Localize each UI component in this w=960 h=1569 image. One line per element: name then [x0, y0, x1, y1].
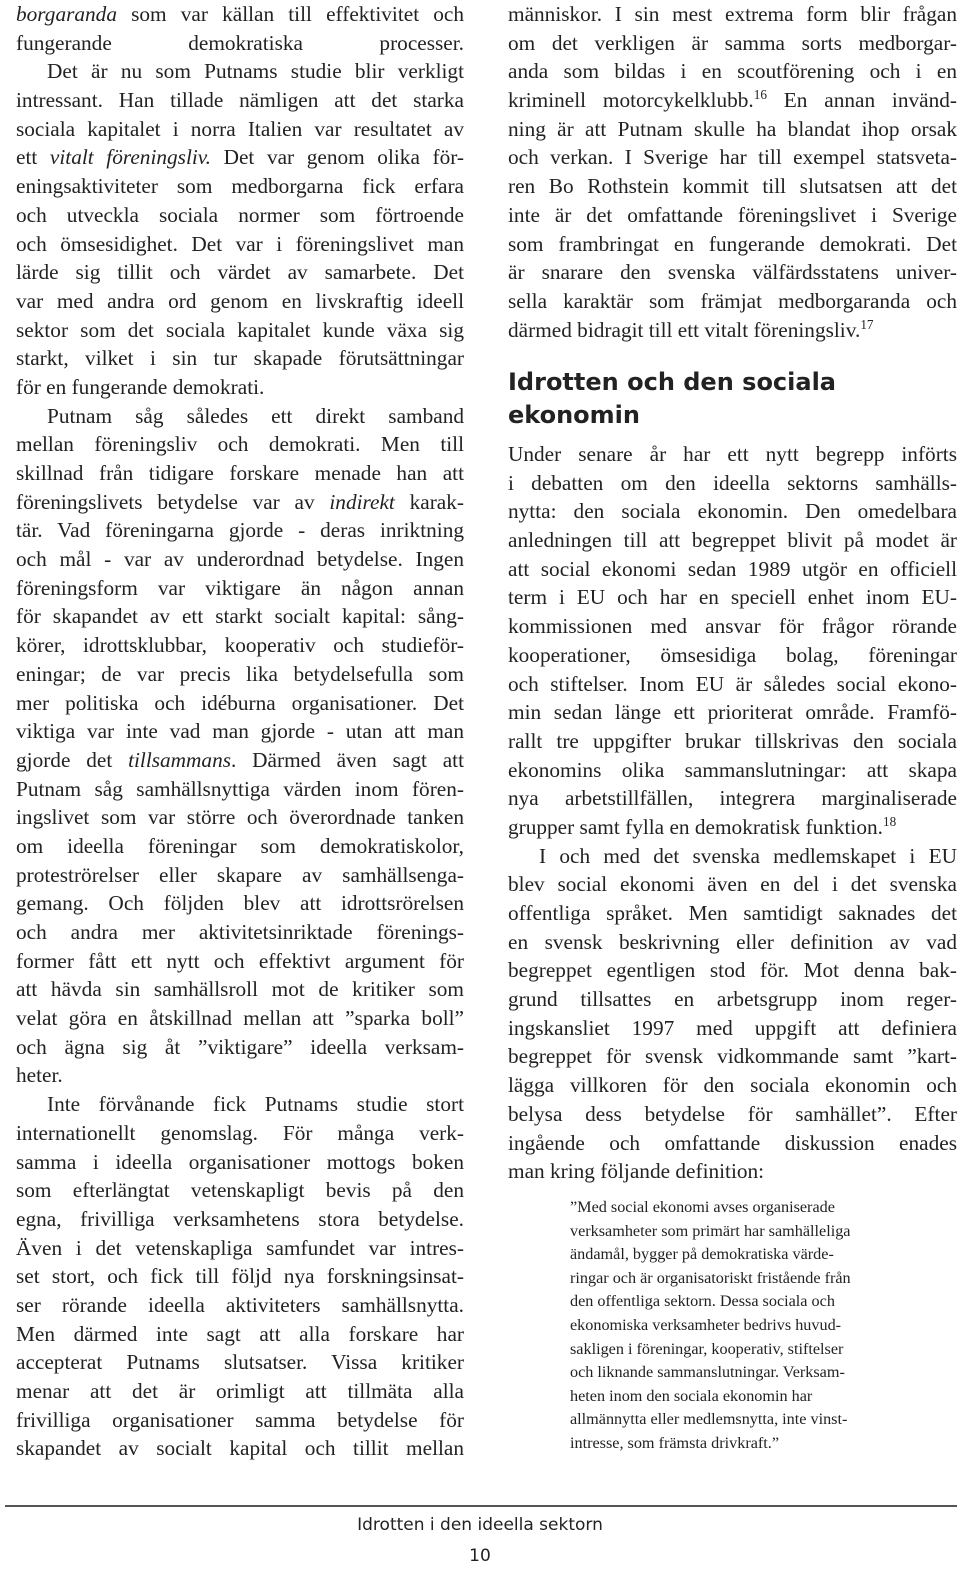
text-line: heter.	[16, 1063, 63, 1088]
text-line: egna, frivilliga verksamhetens stora betydelse.	[16, 1206, 464, 1231]
text-line: offentliga språket. Men samtidigt saknades det	[508, 901, 957, 926]
text-line: ingslivet som var större och överordnade tanken	[16, 805, 464, 830]
text-line: och ägna sig åt ”viktigare” ideella verksam-	[16, 1034, 464, 1059]
text-line: ingskansliet 1997 med uppgift att definiera	[508, 1015, 957, 1040]
text-line: nytta: den sociala ekonomin. Den omedelbara	[508, 499, 957, 524]
text-line: Under senare år har ett nytt begrepp införts	[508, 442, 957, 466]
text-line: för skapandet av ett starkt socialt kapital: sång-	[16, 604, 464, 629]
text-line: skapandet av socialt kapital och tillit mellan	[16, 1436, 464, 1461]
text-line: begreppet för svensk vidkommande samt ”kart-	[508, 1044, 957, 1069]
quote-line: heten inom den sociala ekonomin har	[570, 1386, 813, 1405]
quote-line: ”Med social ekonomi avses organiserade	[570, 1198, 835, 1216]
section-heading-line-1: Idrotten och den sociala	[508, 368, 836, 396]
quote-line: ringar och är organisatoriskt fristående från	[570, 1268, 851, 1287]
text-line: och stiftelser. Inom EU är således social ekono-	[508, 671, 957, 696]
text-line: accepterat Putnams slutsatser. Vissa kritiker	[16, 1350, 464, 1375]
text-line: fungerande demokratiska processer.	[16, 30, 464, 55]
text-line: för en fungerande demokrati.	[16, 374, 265, 399]
page-number: 10	[469, 1546, 491, 1566]
text-line: term i EU och har en speciell enhet inom EU-	[508, 585, 957, 610]
text-line: ning är att Putnam skulle ha blandat ihop orsak	[508, 116, 957, 141]
text-line: gjorde det tillsammans. Därmed även sagt att	[16, 747, 464, 772]
text-line: samma i ideella organisationer mottogs boken	[16, 1149, 464, 1174]
text-line: set stort, och fick till följd nya forskningsinsat-	[16, 1264, 464, 1289]
text-line: och mål - var av underordnad betydelse. Ingen	[16, 547, 464, 572]
footer-divider	[5, 1505, 957, 1507]
quote-line: verksamheter som primärt har samhälleliga	[570, 1221, 851, 1240]
text-line: som efterlängtat vetenskapligt bevis på den	[16, 1178, 464, 1203]
text-line: gemang. Och följden blev att idrottsrörelsen	[16, 891, 464, 916]
section-heading	[508, 366, 938, 432]
text-line: sociala kapitalet i norra Italien var resultatet av	[16, 116, 464, 141]
text-line: internationellt genomslag. För många verk-	[16, 1120, 464, 1145]
text-line: och andra mer aktivitetsinriktade förenings-	[16, 920, 464, 945]
quote-line: intresse, som främsta drivkraft.”	[570, 1433, 780, 1452]
text-line: starkt, vilket i sin tur skapade förutsättningar	[16, 346, 464, 371]
footnote-ref: 17	[860, 316, 874, 332]
text-line: proteströrelser eller skapare av samhällsenga-	[16, 862, 464, 887]
text-line: anledningen till att begreppet blivit på modet är	[508, 528, 957, 553]
text-line: Men därmed inte sagt att alla forskare har	[16, 1321, 464, 1346]
text-line: föreningslivets betydelse var av indirekt karak-	[16, 489, 464, 514]
text-line: ser rörande ideella aktiviteters samhällsnytta.	[16, 1292, 464, 1317]
text-line: som frambringat en fungerande demokrati. Det	[508, 231, 957, 256]
text-line: om det verkligen är samma sorts medborgar-	[508, 30, 957, 55]
text-line: intressant. Han tillade nämligen att det starka	[16, 88, 464, 113]
text-line: ren Bo Rothstein kommit till slutsatsen att det	[508, 174, 957, 199]
text-line: menar att det är orimligt att tillmäta alla	[16, 1379, 464, 1404]
quote-line: ändamål, bygger på demokratiska värde-	[570, 1245, 834, 1264]
text-line: Putnam såg samhällsnyttiga värden inom fören-	[16, 776, 464, 801]
text-line: ett vitalt föreningsliv. Det var genom olika för-	[16, 145, 464, 170]
text-line: Även i det vetenskapliga samfundet var intres-	[16, 1235, 464, 1260]
right-column-top	[508, 0, 957, 344]
text-line: velat göra en åtskillnad mellan att ”sparka boll”	[16, 1006, 464, 1031]
text-line: frivilliga organisationer samma betydelse för	[16, 1407, 464, 1432]
text-line: och ömsesidighet. Det var i föreningslivet man	[16, 231, 464, 256]
text-line: ingående och omfattande diskussion enades	[508, 1130, 957, 1155]
right-column-bottom	[508, 440, 957, 1186]
text-line: min sedan länge ett prioriterat område. Framfö-	[508, 700, 957, 725]
quote-line: den offentliga sektorn. Dessa sociala och	[570, 1292, 835, 1311]
text-line: i debatten om den ideella sektorns samhälls-	[508, 470, 957, 495]
block-quote	[570, 1196, 930, 1456]
text-line: ekonomins olika sammanslutningar: att skapa	[508, 757, 957, 782]
text-line: lärde sig tillit och värdet av samarbete. Det	[16, 260, 464, 285]
text-line: man kring följande definition:	[508, 1159, 765, 1184]
quote-line: ekonomiska verksamheter bedrivs huvud-	[570, 1315, 842, 1334]
left-column	[16, 0, 464, 1463]
section-heading-line-2: ekonomin	[508, 401, 640, 429]
text-line: kriminell motorcykelklubb.$^{16}$ En annan invänd-	[508, 86, 957, 113]
text-line: lägga villkoren för den sociala ekonomin och	[508, 1073, 957, 1098]
text-line: sektor som det sociala kapitalet kunde växa sig	[16, 317, 464, 342]
text-line: mellan föreningsliv och demokrati. Men till	[16, 432, 464, 457]
text-line: Inte förvånande fick Putnams studie stort	[47, 1092, 464, 1117]
text-line: mer politiska och idéburna organisationer. Det	[16, 690, 464, 715]
text-line: begreppet egentligen stod för. Mot denna bak-	[508, 958, 957, 983]
text-line: och utveckla sociala normer som förtroende	[16, 202, 464, 227]
text-line: och verkan. I Sverige har till exempel statsveta-	[508, 145, 957, 170]
text-line: grund tillsattes en arbetsgrupp inom reger-	[508, 987, 957, 1012]
quote-line: och liknande sammanslutningar. Verksam-	[570, 1363, 845, 1382]
text-line: blev social ekonomi även en del i det svenska	[508, 872, 957, 897]
text-line: därmed bidragit till ett vitalt föreningsliv.$^{17}$	[508, 316, 874, 342]
text-line: I och med det svenska medlemskapet i EU	[539, 843, 957, 868]
text-line: grupper samt fylla en demokratisk funktion.$^{18}$	[508, 813, 897, 839]
text-line: att hävda sin samhällsroll mot de kritiker som	[16, 977, 464, 1002]
text-line: tär. Vad föreningarna gjorde - deras inriktning	[16, 518, 464, 543]
text-line: körer, idrottsklubbar, kooperativ och studieför-	[16, 633, 464, 658]
text-line: Putnam såg således ett direkt samband	[47, 403, 464, 428]
text-line: belysa dess betydelse för samhället”. Efter	[508, 1101, 957, 1126]
text-line: om ideella föreningar som demokratiskolor,	[16, 833, 464, 858]
text-line: Det är nu som Putnams studie blir verkligt	[47, 59, 464, 84]
text-line: anda som bildas i en scoutförening och i en	[508, 59, 957, 84]
text-line: föreningsform var viktigare än någon annan	[16, 575, 464, 600]
text-line: viktiga var inte vad man gjorde - utan att man	[16, 719, 464, 744]
text-line: borgaranda som var källan till effektivitet och	[16, 2, 464, 26]
text-line: kooperationer, ömsesidiga bolag, föreningar	[508, 642, 957, 667]
text-line: eningar; de var precis lika betydelsefulla som	[16, 661, 464, 686]
footnote-ref: 16	[753, 86, 767, 102]
text-line: skillnad från tidigare forskare menade han att	[16, 461, 464, 486]
text-line: sella karaktär som främjat medborgaranda och	[508, 288, 957, 313]
text-line: nya arbetstillfällen, integrera marginaliserade	[508, 786, 957, 811]
quote-line: allmännytta eller medlemsnytta, inte vinst-	[570, 1410, 848, 1429]
quote-line: sakligen i föreningar, kooperativ, stiftelser	[570, 1339, 844, 1358]
text-line: former fått ett nytt och effektivt argument för	[16, 948, 464, 973]
text-line: rallt tre uppgifter brukar tillskrivas den sociala	[508, 728, 957, 753]
text-line: kommissionen med ansvar för frågor rörande	[508, 614, 957, 639]
footnote-ref: 18	[882, 813, 897, 829]
text-line: en svensk beskrivning eller definition av vad	[508, 929, 957, 954]
text-line: eningsaktiviteter som medborgarna fick erfara	[16, 174, 464, 199]
text-line: människor. I sin mest extrema form blir frågan	[508, 2, 957, 26]
text-line: att social ekonomi sedan 1989 utgör en officiell	[508, 556, 957, 581]
text-line: var med andra ord genom en livskraftig ideell	[16, 288, 464, 313]
text-line: är snarare den svenska välfärdsstatens univer-	[508, 260, 957, 285]
running-footer-title: Idrotten i den ideella sektorn	[357, 1515, 603, 1535]
text-line: inte är det omfattande föreningslivet i Sverige	[508, 202, 957, 227]
